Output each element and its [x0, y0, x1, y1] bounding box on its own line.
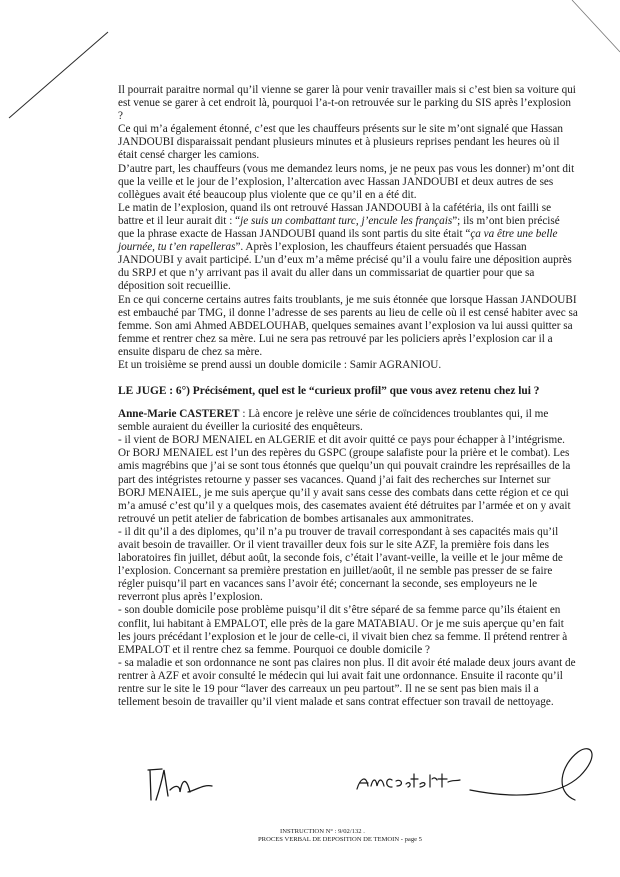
paragraph: Et un troisième se prend aussi un double domicile : Samir AGRANIOU. — [118, 358, 442, 371]
answer-item: - son double domicile pose problème puisqu’il dit s’être séparé de sa femme parce qu’ils étaient en conflit, lui habitant à EMPALOT, elle près de la gare MATABIAU. Or je me suis aperçue qu’en fait les jours précédant l’explosion et le jour de celle-ci, il vivait bien chez sa femme. Il prétend rentrer à EMPALOT et il rentre chez sa femme. Pourquoi ce double domicile ? — [118, 604, 568, 656]
paragraph: En ce qui concerne certains autres faits troublants, je me suis étonnée que lorsque Hassan JANDOUBI est embauché par TMG, il donne l’adresse de ses parents au lieu de celle où il est censé habiter avec sa femme. Son ami Ahmed ABDELOUHAB, quelques semaines avant l’explosion va lui aussi quitter sa femme et rentrer chez sa mère. Lui ne sera pas retrouvé par les policiers après l’explosion car il a ensuite disparu de chez sa mère. — [118, 293, 578, 358]
margin-diagonal-stroke — [9, 32, 108, 118]
deposition-text — [118, 84, 578, 709]
paragraph: D’autre part, les chauffeurs (vous me demandez leurs noms, je ne peux pas vous les donner) m’ont dit que la veille et le jour de l’explosion, l’altercation avec Hassan JANDOUBI et deux autres de ses collègues avait été beaucoup plus violente que ce qu’il en a été dit. — [118, 162, 575, 201]
footer-instruction: INSTRUCTION N° : 9/02/132 . — [280, 828, 365, 835]
quote-italic: ça va être une belle journée, tu t’en rapelleras — [118, 228, 558, 254]
signature-left — [148, 769, 212, 800]
text-run: : Là encore je relève une série de coïncidences troublantes qui, il me semble auraient du éveiller la curiosité des enquêteurs. — [118, 408, 549, 434]
footer-proces-verbal: PROCES VERBAL DE DEPOSITION DE TEMOIN - page 5 — [258, 836, 422, 843]
answer-intro — [118, 408, 578, 434]
answer-item: - il dit qu’il a des diplomes, qu’il n’a pu trouver de travail correspondant à ses capacités mais qu’il avait besoin de travailler. Or il vient travailler deux fois sur le site AZF, la première fois dans les laboratoires fin juillet, début août, la seconde fois, c’était l’avant-veille, la veille et le jour même de l’explosion. Concernant sa première prestation en juillet/août, il ne semble pas presser de se faire régler puisqu’il part en vacances sans l’avoir été; concernant la seconde, ses employeurs ne le reverront plus après l’explosion. — [118, 525, 563, 604]
page-footer — [258, 828, 498, 844]
answer-item: - il vient de BORJ MENAIEL en ALGERIE et dit avoir quitté ce pays pour échapper à l’intégrisme. Or BORJ MENAIEL est l’un des repères du GSPC (groupe salafiste pour la prière et le combat). Les amis magrébins que j’ai se sont tous étonnés que quelqu’un qui pouvait craindre les représailles de la part des intégristes retourne y passer ses vacances. Quand j’ai fait des recherches sur Internet sur BORJ MENAIEL, je me suis aperçue qu’il y avait sans cesse des combats dans cette région et ce qui m’a amusé c’est qu’il y a quelques mois, des casemates avaient été détruites par l’armée et on y avait retrouvé un petit atelier de fabrication de bombes artisanales aux ammonitrates. — [118, 434, 571, 525]
text-run: Le matin de l’explosion, quand ils ont retrouvé Hassan JANDOUBI à la cafétéria, ils ont failli se battre et il leur aurait dit : “ — [118, 201, 552, 227]
corner-fold-mark — [572, 0, 620, 52]
judge-question: LE JUGE : 6°) Précisément, quel est le “curieux profil” que vous avez retenu chez lui ? — [118, 385, 540, 398]
speaker-name: Anne-Marie CASTERET — [118, 408, 240, 421]
quote-italic: je suis un combattant turc, j’encule les français — [240, 214, 453, 227]
answer-item: - sa maladie et son ordonnance ne sont pas claires non plus. Il dit avoir été malade deux jours avant de rentrer à AZF et avoir consulté le médecin qui lui avait fait une ordonnance. Ensuite il raconte qu’il rentre sur le site le 19 pour “laver des carreaux un peu partout”. Il ne se sent pas bien mais il a tellement besoin de travailler qu’il vient malade et sans contrat effectuer son travail de nettoyage. — [118, 656, 576, 709]
paragraph: Ce qui m’a également étonné, c’est que les chauffeurs présents sur le site m’ont signalé que Hassan JANDOUBI disparaissait pendant plusieurs minutes et à plusieurs reprises pendant les heures où il était censé charger les camions. — [118, 123, 563, 162]
paragraph-quotes — [118, 202, 578, 294]
paragraph: Il pourrait paraitre normal qu’il vienne se garer là pour venir travailler mais si c’est bien sa voiture qui est venue se garer à cet endroit là, pourquoi l’a-t-on retrouvée sur le parking du SIS après l’explosion ? — [118, 84, 576, 123]
signature-right — [357, 749, 592, 800]
text-run: ”. Après l’explosion, les chauffeurs étaient persuadés que Hassan JANDOUBI y avait participé. L’un d’eux m’a même précisé qu’il a voulu faire une déposition auprès du SRPJ et que n’y arrivant pas il avait du aller dans un commissariat de quartier pour que sa déposition soit recueillie. — [118, 241, 572, 293]
text-run: ”; ils m’ont bien précisé que la phrase exacte de Hassan JANDOUBI quand ils sont partis du site était “ — [118, 214, 560, 241]
